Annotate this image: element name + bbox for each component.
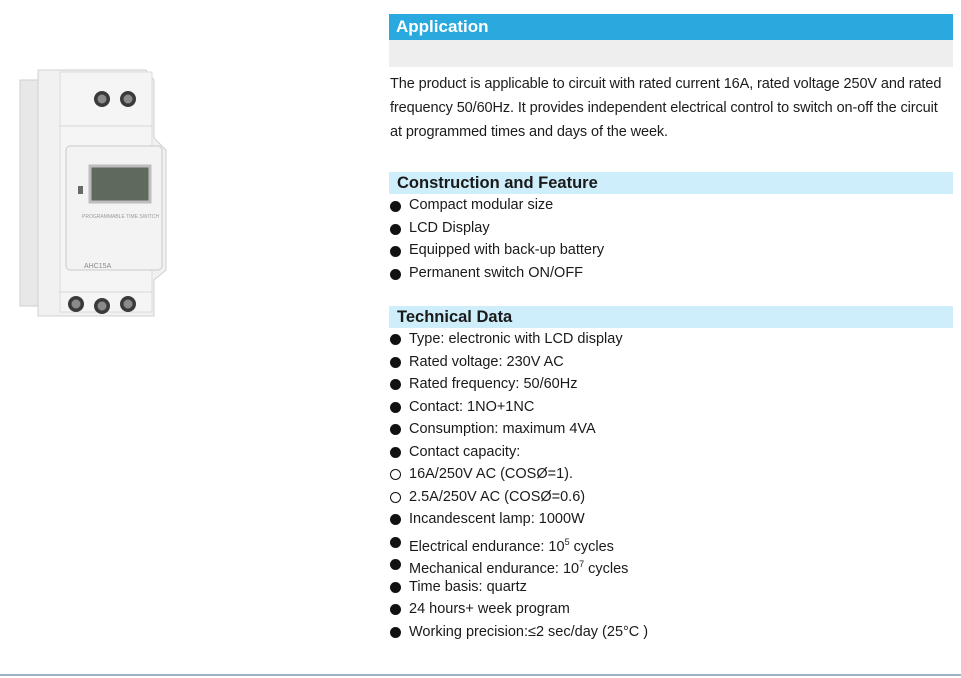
technical-item (389, 328, 953, 351)
technical-item (389, 576, 953, 599)
technical-text: Incandescent lamp: 1000W (409, 511, 585, 527)
feature-item (389, 194, 953, 217)
technical-item (389, 396, 953, 419)
technical-item (389, 553, 953, 576)
technical-list (389, 328, 953, 643)
technical-item (389, 418, 953, 441)
construction-heading: Construction and Feature (389, 172, 953, 194)
technical-item (389, 621, 953, 644)
bullet-icon (390, 604, 401, 615)
technical-item (389, 373, 953, 396)
technical-item (389, 531, 953, 554)
bullet-icon (390, 627, 401, 638)
technical-text: Contact capacity: (409, 443, 521, 460)
technical-item (389, 598, 953, 621)
feature-item (389, 262, 953, 285)
technical-item (389, 441, 953, 464)
bullet-icon (390, 447, 401, 458)
technical-suffix: cycles (584, 560, 629, 577)
timer-switch-image (18, 66, 168, 324)
application-text: The product is applicable to circuit with rated current 16A, rated voltage 250V and rated frequency 50/60Hz. It provides independent electrical control to switch on-off the circuit at programmed times and days of the week. (390, 76, 942, 140)
bullet-icon (390, 379, 401, 390)
technical-heading: Technical Data (389, 306, 953, 328)
bullet-icon (390, 559, 401, 570)
technical-text: Electrical endurance: 10 (409, 538, 565, 555)
construction-list (389, 194, 953, 284)
program-button (78, 186, 83, 194)
bullet-icon (390, 224, 401, 235)
exponent: 5 (564, 536, 570, 547)
technical-text: Contact: 1NO+1NC (409, 398, 535, 415)
model-label: AHC15A (84, 263, 112, 270)
technical-text: Rated frequency: 50/60Hz (409, 376, 578, 392)
feature-text: Permanent switch ON/OFF (409, 264, 584, 281)
technical-text: Time basis: quartz (409, 578, 527, 595)
hollow-bullet-icon (390, 469, 401, 480)
technical-text: Working precision:≤2 sec/day (25°C ) (409, 623, 649, 640)
lcd-display (90, 166, 150, 202)
feature-item (389, 217, 953, 240)
technical-text: Rated voltage: 230V AC (409, 353, 564, 370)
bullet-icon (390, 246, 401, 257)
feature-item (389, 239, 953, 262)
bullet-icon (390, 334, 401, 345)
technical-text: Type: electronic with LCD display (409, 331, 623, 347)
bottom-terminal-screws (68, 296, 136, 314)
technical-item (389, 463, 953, 486)
bullet-icon (390, 402, 401, 413)
technical-item (389, 508, 953, 531)
feature-text: LCD Display (409, 219, 490, 236)
technical-text: 24 hours+ week program (409, 601, 570, 617)
bullet-icon (390, 424, 401, 435)
technical-text: 2.5A/250V AC (COSØ=0.6) (409, 488, 586, 505)
bullet-icon (390, 201, 401, 212)
exponent: 7 (579, 559, 585, 569)
bullet-icon (390, 514, 401, 525)
technical-item (389, 486, 953, 509)
bullet-icon (390, 269, 401, 280)
application-heading: Application (389, 14, 953, 40)
technical-suffix: cycles (569, 538, 614, 555)
bullet-icon (390, 582, 401, 593)
feature-text: Compact modular size (409, 197, 554, 213)
technical-text: Mechanical endurance: 10 (409, 560, 580, 577)
bullet-icon (390, 537, 401, 548)
panel-label: PROGRAMMABLE TIME SWITCH (82, 214, 160, 220)
technical-text: 16A/250V AC (COSØ=1). (409, 466, 574, 482)
bottom-divider (0, 674, 961, 676)
feature-text: Equipped with back-up battery (409, 242, 605, 258)
application-subbar (389, 40, 953, 67)
bullet-icon (390, 357, 401, 368)
technical-text: Consumption: maximum 4VA (409, 421, 596, 437)
technical-item (389, 351, 953, 374)
hollow-bullet-icon (390, 492, 401, 503)
spec-content (389, 14, 953, 643)
